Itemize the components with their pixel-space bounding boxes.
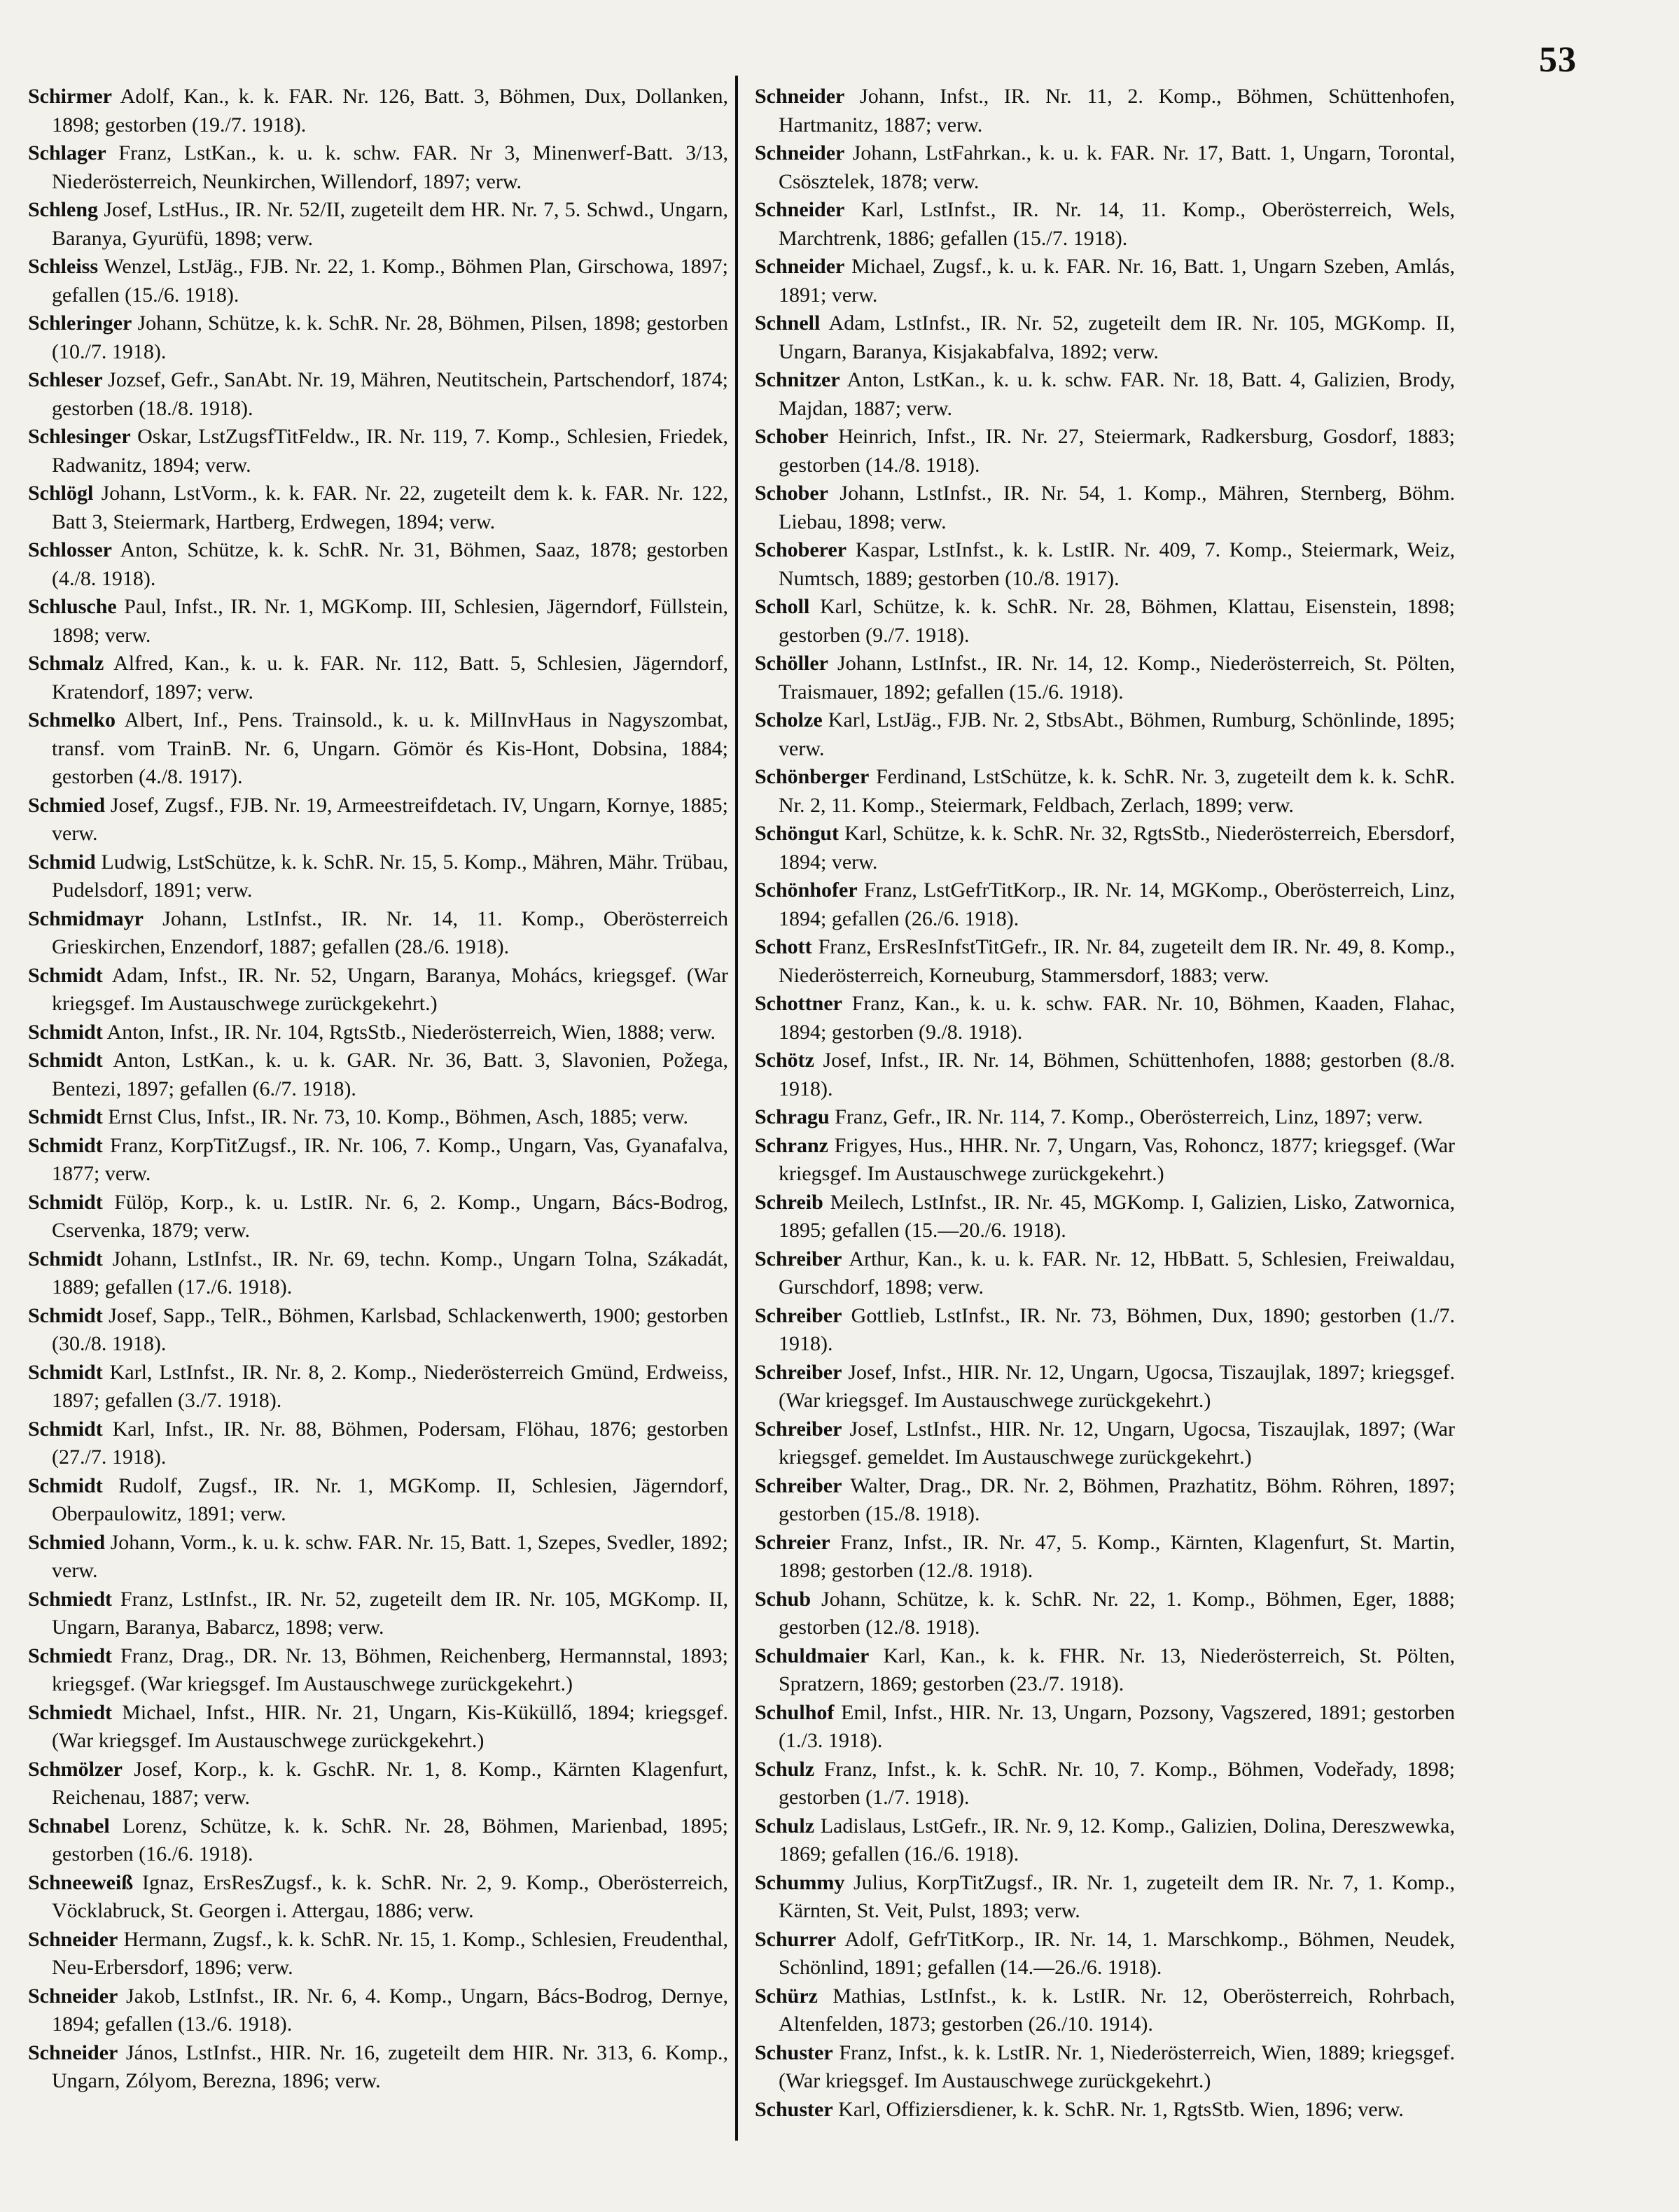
roster-entry [755,933,1455,990]
entry-surname: Schlusche [28,595,117,618]
roster-entry [28,1018,728,1047]
entry-surname: Schreiber [755,1417,842,1441]
roster-entry [755,990,1455,1046]
entry-surname: Schleser [28,368,103,391]
entry-surname: Schoberer [755,538,847,561]
entry-surname: Schmidt [28,1020,103,1044]
roster-entry [28,593,728,650]
entry-details: János, LstInfst., HIR. Nr. 16, zugeteilt dem HIR. Nr. 313, 6. Komp., Ungarn, Zólyom, Berezna, 1896; verw. [52,2040,729,2092]
entry-surname: Schnell [755,312,821,335]
entry-surname: Schmied [28,793,106,817]
entry-details: Josef, Zugsf., FJB. Nr. 19, Armeestreifdetach. IV, Ungarn, Kornye, 1885; verw. [52,793,729,845]
entry-surname: Schmidt [28,1190,103,1214]
entry-surname: Schneider [755,85,845,108]
entry-details: Anton, LstKan., k. u. k. schw. FAR. Nr. 18, Batt. 4, Galizien, Brody, Majdan, 1887; verw. [779,368,1455,420]
roster-entry [755,650,1455,706]
entry-surname: Schnitzer [755,368,840,391]
roster-entry [755,366,1455,423]
entry-details: Johann, Schütze, k. k. SchR. Nr. 22, 1. Komp., Böhmen, Eger, 1888; gestorben (12./8. 1918). [779,1587,1456,1639]
entry-surname: Schmidt [28,963,103,987]
entry-surname: Schranz [755,1133,828,1157]
entry-details: Jakob, LstInfst., IR. Nr. 6, 4. Komp., Ungarn, Bács-Bodrog, Dernye, 1894; gefallen (13./6. 1918). [52,1984,728,2036]
entry-surname: Schott [755,935,812,958]
roster-entry [755,1103,1455,1132]
entry-details: Johann, LstInfst., IR. Nr. 14, 12. Komp., Niederösterreich, St. Pölten, Traismauer, 1892; gefallen (15./6. 1918). [779,652,1455,704]
entry-details: Ludwig, LstSchütze, k. k. SchR. Nr. 15, 5. Komp., Mähren, Mähr. Trübau, Pudelsdorf, 1891; verw. [52,850,729,902]
roster-entry [755,1472,1455,1529]
roster-entry [28,962,728,1018]
entry-details: Johann, Schütze, k. k. SchR. Nr. 28, Böhmen, Pilsen, 1898; gestorben (10./7. 1918). [52,312,729,363]
roster-entry [28,650,728,706]
entry-surname: Schönhofer [755,878,858,902]
column-divider [735,76,738,2141]
roster-entry [755,1046,1455,1103]
entry-surname: Schreiber [755,1360,842,1384]
entry-surname: Schmied [28,1530,106,1554]
roster-entry [755,536,1455,593]
entry-details: Kaspar, LstInfst., k. k. LstIR. Nr. 409, 7. Komp., Steiermark, Weiz, Numtsch, 1889; gestorben (10./8. 1917). [779,538,1455,590]
entry-details: Heinrich, Infst., IR. Nr. 27, Steiermark, Radkersburg, Gosdorf, 1883; gestorben (14./8. 1918). [779,425,1455,477]
entry-surname: Schlosser [28,538,112,561]
entry-details: Johann, Infst., IR. Nr. 11, 2. Komp., Böhmen, Schüttenhofen, Hartmanitz, 1887; verw. [779,85,1455,136]
entry-details: Rudolf, Zugsf., IR. Nr. 1, MGKomp. II, Schlesien, Jägerndorf, Oberpaulowitz, 1891; verw. [52,1474,728,1525]
entry-surname: Schirmer [28,85,112,108]
entry-surname: Schneider [28,1927,118,1951]
entry-surname: Schmelko [28,708,116,732]
entry-details: Josef, Infst., IR. Nr. 14, Böhmen, Schüttenhofen, 1888; gestorben (8./8. 1918). [779,1049,1456,1100]
entry-surname: Schnabel [28,1814,110,1837]
roster-entry [28,1529,728,1586]
entry-surname: Schlögl [28,482,94,505]
entry-surname: Schöller [755,652,828,675]
entry-surname: Schneider [28,2040,118,2064]
entry-details: Franz, KorpTitZugsf., IR. Nr. 106, 7. Komp., Ungarn, Vas, Gyanafalva, 1877; verw. [52,1133,728,1185]
entry-surname: Schmalz [28,652,104,675]
entry-details: Adam, Infst., IR. Nr. 52, Ungarn, Baranya, Mohács, kriegsgef. (War kriegsgef. Im Austauschwege zurückgekehrt.) [52,963,728,1015]
entry-surname: Schmölzer [28,1757,123,1781]
entry-details: Karl, LstJäg., FJB. Nr. 2, StbsAbt., Böhmen, Rumburg, Schönlinde, 1895; verw. [779,708,1456,760]
entry-surname: Schottner [755,992,842,1015]
entry-details: Franz, LstInfst., IR. Nr. 52, zugeteilt dem IR. Nr. 105, MGKomp. II, Ungarn, Baranya, Babarcz, 1898; verw. [52,1587,729,1639]
right-column [755,83,1455,2124]
entry-details: Josef, Infst., HIR. Nr. 12, Ungarn, Ugocsa, Tiszaujlak, 1897; kriegsgef. (War kriegsgef. Im Austauschwege zurückgekehrt.) [779,1360,1456,1412]
roster-entry [28,479,728,536]
roster-entry [755,1415,1455,1472]
entry-details: Anton, Infst., IR. Nr. 104, RgtsStb., Niederösterreich, Wien, 1888; verw. [106,1020,716,1044]
entry-surname: Schmiedt [28,1587,112,1611]
entry-surname: Schmid [28,850,96,874]
entry-surname: Schmidt [28,1417,103,1441]
roster-entry [28,1642,728,1699]
entry-surname: Schöngut [755,822,839,845]
roster-entry [755,1642,1455,1699]
roster-entry [755,1699,1455,1756]
entry-surname: Schober [755,425,828,448]
entry-details: Ferdinand, LstSchütze, k. k. SchR. Nr. 3, zugeteilt dem k. k. SchR. Nr. 2, 11. Komp., Steiermark, Feldbach, Zerlach, 1899; verw. [779,765,1455,817]
roster-entry [28,139,728,196]
entry-surname: Schneider [755,141,845,164]
entry-details: Franz, Infst., k. k. LstIR. Nr. 1, Niederösterreich, Wien, 1889; kriegsgef. (War kriegsgef. Im Austauschwege zurückgekehrt.) [779,2040,1456,2092]
roster-entry [755,763,1455,820]
roster-entry [755,1982,1455,2039]
entry-surname: Schmidt [28,1247,103,1270]
roster-entry [755,196,1455,253]
entry-surname: Schulhof [755,1700,835,1724]
entry-surname: Schlager [28,141,106,164]
entry-details: Emil, Infst., HIR. Nr. 13, Ungarn, Pozsony, Vagszered, 1891; gestorben (1./3. 1918). [779,1700,1456,1752]
entry-surname: Scholl [755,595,810,618]
roster-entry [28,1415,728,1472]
entry-details: Jozsef, Gefr., SanAbt. Nr. 19, Mähren, Neutitschein, Partschendorf, 1874; gestorben (18./8. 1918). [52,368,728,420]
entry-details: Karl, Offiziersdiener, k. k. SchR. Nr. 1, RgtsStb. Wien, 1896; verw. [838,2097,1404,2121]
entry-surname: Schmiedt [28,1700,112,1724]
entry-details: Franz, Gefr., IR. Nr. 114, 7. Komp., Oberösterreich, Linz, 1897; verw. [835,1105,1423,1128]
roster-entry [755,593,1455,650]
roster-entry [755,1869,1455,1926]
entry-surname: Schmidt [28,1360,103,1384]
entry-surname: Schober [755,482,828,505]
entry-details: Lorenz, Schütze, k. k. SchR. Nr. 28, Böhmen, Marienbad, 1895; gestorben (16./6. 1918). [52,1814,728,1865]
roster-entry [28,83,728,139]
entry-surname: Schleng [28,198,99,221]
entry-surname: Schuster [755,2040,833,2064]
entry-details: Albert, Inf., Pens. Trainsold., k. u. k. MilInvHaus in Nagyszombat, transf. vom TrainB. Nr. 6, Ungarn. Gömör és Kis-Hont, Dobsina, 1884; gestorben (4./8. 1917). [52,708,728,788]
entry-surname: Schneeweiß [28,1870,133,1894]
roster-entry [28,253,728,309]
roster-entry [755,1926,1455,1982]
entry-surname: Schmidt [28,1303,103,1327]
entry-surname: Schuster [755,2097,833,2121]
roster-entry [28,1982,728,2039]
roster-entry [28,1046,728,1103]
entry-details: Adolf, GefrTitKorp., IR. Nr. 14, 1. Marschkomp., Böhmen, Neudek, Schönlind, 1891; gefallen (14.—26./6. 1918). [779,1927,1455,1979]
entry-surname: Schreiber [755,1247,842,1270]
roster-entry [28,309,728,366]
entry-details: Karl, LstInfst., IR. Nr. 14, 11. Komp., Oberösterreich, Wels, Marchtrenk, 1886; gefallen (15./7. 1918). [779,198,1455,250]
entry-surname: Schreier [755,1530,830,1554]
entry-details: Ernst Clus, Infst., IR. Nr. 73, 10. Komp., Böhmen, Asch, 1885; verw. [108,1105,689,1128]
roster-entry [755,253,1455,309]
entry-surname: Schürz [755,1984,818,2008]
entry-surname: Schlesinger [28,425,131,448]
entry-details: Franz, Kan., k. u. k. schw. FAR. Nr. 10, Böhmen, Kaaden, Flahac, 1894; gestorben (9./8. 1918). [779,992,1455,1044]
entry-details: Walter, Drag., DR. Nr. 2, Böhmen, Prazhatitz, Böhm. Röhren, 1897; gestorben (15./8. 1918). [779,1474,1455,1525]
entry-details: Johann, LstInfst., IR. Nr. 54, 1. Komp., Mähren, Sternberg, Böhm. Liebau, 1898; verw. [779,482,1456,533]
entry-surname: Schragu [755,1105,830,1128]
entry-surname: Schleringer [28,312,132,335]
entry-details: Michael, Infst., HIR. Nr. 21, Ungarn, Kis-Küküllő, 1894; kriegsgef. (War kriegsgef. Im Austauschwege zurückgekehrt.) [52,1700,729,1752]
roster-entry [28,2039,728,2096]
entry-details: Franz, ErsResInfstTitGefr., IR. Nr. 84, zugeteilt dem IR. Nr. 49, 8. Komp., Niederösterreich, Korneuburg, Stammersdorf, 1883; verw. [779,935,1456,987]
entry-surname: Schulz [755,1757,815,1781]
roster-entry [28,536,728,593]
roster-entry [755,820,1455,876]
entry-surname: Schneider [755,255,845,278]
entry-details: Ladislaus, LstGefr., IR. Nr. 9, 12. Komp., Galizien, Dolina, Dereszwewka, 1869; gefallen (16./6. 1918). [779,1814,1455,1865]
entry-surname: Schub [755,1587,811,1611]
entry-details: Karl, Schütze, k. k. SchR. Nr. 32, RgtsStb., Niederösterreich, Ebersdorf, 1894; verw. [779,822,1456,874]
entry-surname: Schreiber [755,1303,842,1327]
entry-details: Julius, KorpTitZugsf., IR. Nr. 1, zugeteilt dem IR. Nr. 7, 1. Komp., Kärnten, St. Veit, Pulst, 1893; verw. [779,1870,1455,1922]
roster-entry [28,706,728,792]
entry-surname: Schneider [755,198,845,221]
roster-entry [28,1132,728,1189]
roster-entry [28,1756,728,1812]
entry-details: Fülöp, Korp., k. u. LstIR. Nr. 6, 2. Komp., Ungarn, Bács-Bodrog, Cservenka, 1879; verw. [52,1190,728,1242]
roster-entry [755,1529,1455,1586]
entry-details: Franz, Drag., DR. Nr. 13, Böhmen, Reichenberg, Hermannstal, 1893; kriegsgef. (War kriegsgef. Im Austauschwege zurückgekehrt.) [52,1644,728,1695]
entry-surname: Schleiss [28,255,99,278]
roster-entry [755,423,1455,479]
left-column [28,83,728,2096]
roster-entry [28,196,728,253]
roster-entry [755,2039,1455,2096]
entry-details: Johann, LstVorm., k. k. FAR. Nr. 22, zugeteilt dem k. k. FAR. Nr. 122, Batt 3, Steiermark, Hartberg, Erdwegen, 1894; verw. [52,482,728,533]
entry-details: Johann, Vorm., k. u. k. schw. FAR. Nr. 15, Batt. 1, Szepes, Svedler, 1892; verw. [52,1530,728,1582]
roster-entry [28,1302,728,1359]
entry-details: Josef, Sapp., TelR., Böhmen, Karlsbad, Schlackenwerth, 1900; gestorben (30./8. 1918). [52,1303,729,1355]
entry-details: Josef, LstInfst., HIR. Nr. 12, Ungarn, Ugocsa, Tiszaujlak, 1897; (War kriegsgef. gemeldet. Im Austauschwege zurückgekehrt.) [779,1417,1455,1469]
roster-entry [755,1756,1455,1812]
entry-surname: Schulz [755,1814,815,1837]
roster-entry [755,706,1455,763]
entry-details: Paul, Infst., IR. Nr. 1, MGKomp. III, Schlesien, Jägerndorf, Füllstein, 1898; verw. [52,595,729,647]
roster-entry [28,1103,728,1132]
roster-entry [28,366,728,423]
roster-entry [755,1189,1455,1245]
roster-entry [28,423,728,479]
entry-details: Johann, LstInfst., IR. Nr. 14, 11. Komp., Oberösterreich Grieskirchen, Enzendorf, 1887; gefallen (28./6. 1918). [52,906,729,958]
entry-details: Josef, Korp., k. k. GschR. Nr. 1, 8. Komp., Kärnten Klagenfurt, Reichenau, 1887; verw. [52,1757,729,1809]
entry-details: Anton, LstKan., k. u. k. GAR. Nr. 36, Batt. 3, Slavonien, Požega, Bentezi, 1897; gefallen (6./7. 1918). [52,1049,728,1100]
roster-entry [28,1812,728,1869]
roster-entry [755,1359,1455,1415]
entry-surname: Schönberger [755,765,870,788]
entry-details: Franz, Infst., k. k. SchR. Nr. 10, 7. Komp., Böhmen, Vodeřady, 1898; gestorben (1./7. 1918). [779,1757,1455,1809]
roster-entry [28,792,728,848]
entry-details: Arthur, Kan., k. u. k. FAR. Nr. 12, HbBatt. 5, Schlesien, Freiwaldau, Gurschdorf, 1898; verw. [779,1247,1455,1298]
entry-details: Michael, Zugsf., k. u. k. FAR. Nr. 16, Batt. 1, Ungarn Szeben, Amlás, 1891; verw. [779,255,1455,307]
entry-details: Oskar, LstZugsfTitFeldw., IR. Nr. 119, 7. Komp., Schlesien, Friedek, Radwanitz, 1894; verw. [52,425,729,477]
entry-details: Frigyes, Hus., HHR. Nr. 7, Ungarn, Vas, Rohoncz, 1877; kriegsgef. (War kriegsgef. Im Austauschwege zurückgekehrt.) [779,1133,1456,1185]
roster-entry [28,905,728,962]
roster-entry [28,1586,728,1642]
entry-details: Meilech, LstInfst., IR. Nr. 45, MGKomp. I, Galizien, Lisko, Zatwornica, 1895; gefallen (15.—20./6. 1918). [779,1190,1456,1242]
entry-surname: Schneider [28,1984,118,2008]
roster-entry [755,1586,1455,1642]
entry-details: Mathias, LstInfst., k. k. LstIR. Nr. 12, Oberösterreich, Rohrbach, Altenfelden, 1873; gestorben (26./10. 1914). [779,1984,1455,2036]
roster-entry [755,83,1455,139]
entry-details: Adam, LstInfst., IR. Nr. 52, zugeteilt dem IR. Nr. 105, MGKomp. II, Ungarn, Baranya, Kisjakabfalva, 1892; verw. [779,312,1455,363]
entry-details: Karl, LstInfst., IR. Nr. 8, 2. Komp., Niederösterreich Gmünd, Erdweiss, 1897; gefallen (3./7. 1918). [52,1360,728,1412]
entry-surname: Schuldmaier [755,1644,870,1667]
roster-entry [755,309,1455,366]
entry-details: Wenzel, LstJäg., FJB. Nr. 22, 1. Komp., Böhmen Plan, Girschowa, 1897; gefallen (15./6. 1918). [52,255,728,307]
entry-surname: Schummy [755,1870,845,1894]
roster-entry [755,2096,1455,2124]
entry-details: Gottlieb, LstInfst., IR. Nr. 73, Böhmen, Dux, 1890; gestorben (1./7. 1918). [779,1303,1456,1355]
entry-details: Johann, LstInfst., IR. Nr. 69, techn. Komp., Ungarn Tolna, Szákadát, 1889; gefallen (17./6. 1918). [52,1247,729,1298]
entry-details: Adolf, Kan., k. k. FAR. Nr. 126, Batt. 3, Böhmen, Dux, Dollanken, 1898; gestorben (19./7. 1918). [52,85,728,136]
entry-details: Alfred, Kan., k. u. k. FAR. Nr. 112, Batt. 5, Schlesien, Jägerndorf, Kratendorf, 1897; verw. [52,652,728,704]
entry-surname: Schmidt [28,1133,103,1157]
entry-details: Karl, Kan., k. k. FHR. Nr. 13, Niederösterreich, St. Pölten, Spratzern, 1869; gestorben (23./7. 1918). [779,1644,1455,1695]
roster-entry [28,1472,728,1529]
roster-entry [28,1869,728,1926]
entry-surname: Scholze [755,708,823,732]
roster-entry [755,139,1455,196]
entry-details: Johann, LstFahrkan., k. u. k. FAR. Nr. 17, Batt. 1, Ungarn, Torontal, Csösztelek, 1878; verw. [779,141,1455,193]
entry-details: Karl, Infst., IR. Nr. 88, Böhmen, Podersam, Flöhau, 1876; gestorben (27./7. 1918). [52,1417,729,1469]
page-number: 53 [1539,40,1577,80]
entry-surname: Schötz [755,1049,814,1072]
roster-entry [28,1699,728,1756]
roster-entry [28,1926,728,1982]
roster-entry [755,1812,1455,1869]
entry-surname: Schreiber [755,1474,842,1497]
roster-entry [755,479,1455,536]
entry-details: Franz, LstGefrTitKorp., IR. Nr. 14, MGKomp., Oberösterreich, Linz, 1894; gefallen (26./6. 1918). [779,878,1455,930]
entry-surname: Schmidt [28,1049,103,1072]
roster-entry [28,848,728,905]
entry-surname: Schmidt [28,1474,103,1497]
entry-surname: Schurrer [755,1927,837,1951]
roster-entry [755,1302,1455,1359]
entry-details: Anton, Schütze, k. k. SchR. Nr. 31, Böhmen, Saaz, 1878; gestorben (4./8. 1918). [52,538,728,590]
entry-surname: Schreib [755,1190,823,1214]
entry-details: Hermann, Zugsf., k. k. SchR. Nr. 15, 1. Komp., Schlesien, Freudenthal, Neu-Erbersdorf, 1896; verw. [52,1927,729,1979]
entry-details: Franz, LstKan., k. u. k. schw. FAR. Nr 3, Minenwerf-Batt. 3/13, Niederösterreich, Neunkirchen, Willendorf, 1897; verw. [52,141,729,193]
roster-entry [28,1359,728,1415]
entry-details: Ignaz, ErsResZugsf., k. k. SchR. Nr. 2, 9. Komp., Oberösterreich, Vöcklabruck, St. Georgen i. Attergau, 1886; verw. [52,1870,728,1922]
entry-details: Franz, Infst., IR. Nr. 47, 5. Komp., Kärnten, Klagenfurt, St. Martin, 1898; gestorben (12./8. 1918). [779,1530,1455,1582]
entry-surname: Schmidt [28,1105,103,1128]
roster-entry [28,1245,728,1302]
entry-surname: Schmidmayr [28,906,144,930]
entry-details: Karl, Schütze, k. k. SchR. Nr. 28, Böhmen, Klattau, Eisenstein, 1898; gestorben (9./7. 1918). [779,595,1456,647]
entry-details: Josef, LstHus., IR. Nr. 52/II, zugeteilt dem HR. Nr. 7, 5. Schwd., Ungarn, Baranya, Gyurüfü, 1898; verw. [52,198,728,250]
entry-surname: Schmiedt [28,1644,112,1667]
roster-entry [28,1189,728,1245]
roster-entry [755,1245,1455,1302]
roster-entry [755,876,1455,933]
roster-entry [755,1132,1455,1189]
